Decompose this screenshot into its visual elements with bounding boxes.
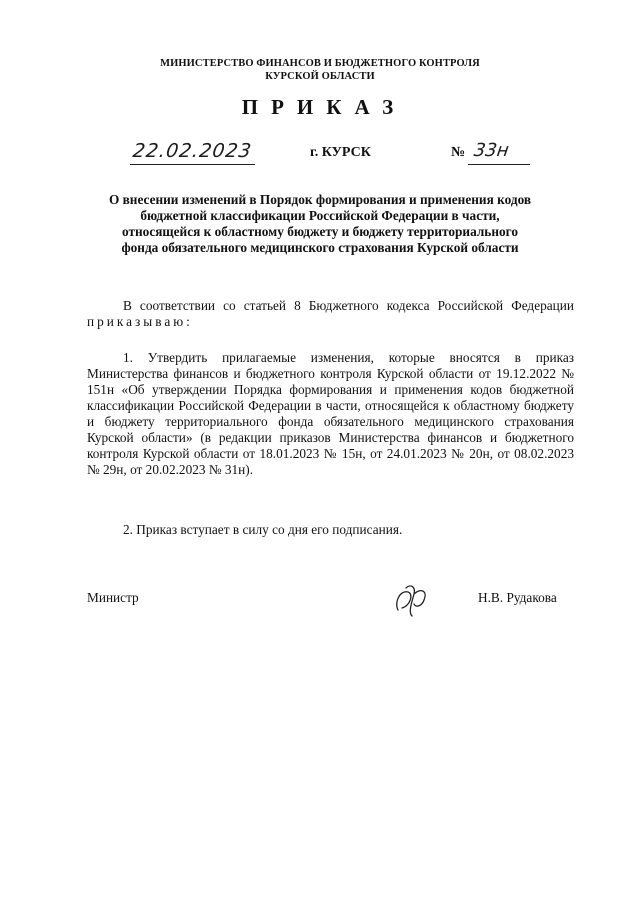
handwritten-order-number: 33н	[472, 140, 511, 161]
order-meta-row	[0, 140, 640, 170]
ministry-name-line2: КУРСКОЙ ОБЛАСТИ	[265, 71, 375, 82]
item-2-paragraph: 2. Приказ вступает в силу со дня его подписания.	[123, 522, 403, 537]
ministry-name-line1: МИНИСТЕРСТВО ФИНАНСОВ И БЮДЖЕТНОГО КОНТРОЛЯ	[160, 58, 480, 69]
subject-line: О внесении изменений в Порядок формирования и применения кодов	[108, 192, 532, 207]
document-type-title: ПРИКАЗ	[241, 95, 407, 119]
signature-block	[0, 590, 640, 630]
handwritten-signature-icon	[390, 580, 432, 618]
number-underline	[468, 164, 530, 165]
ministry-header	[0, 57, 640, 83]
subject-line: относящейся к областному бюджету и бюджету территориального	[122, 224, 518, 239]
order-subject	[70, 192, 570, 256]
handwritten-date: 22.02.2023	[131, 140, 254, 162]
command-word: приказываю:	[87, 314, 193, 329]
signer-name: Н.В. Рудакова	[478, 590, 557, 605]
date-underline	[130, 164, 255, 165]
signer-title: Министр	[87, 590, 139, 605]
item-1-paragraph: 1. Утвердить прилагаемые изменения, которые вносятся в приказ Министерства финансов и бюджетного контроля Курской области от 19.12.2022 № 151н «Об утверждении Порядка формирования и применения кодов бюджетной классификации Российской Федерации в части, относящейся к областному бюджету и бюджету территориального фонда обязательного медицинского страхования Курской области» (в редакции приказов Министерства финансов и бюджетного контроля Курской области от 18.01.2023 № 15н, от 24.01.2023 № 20н, от 08.02.2023 № 29н, от 20.02.2023 № 31н).	[87, 350, 574, 477]
subject-line: фонда обязательного медицинского страхования Курской области	[121, 240, 519, 255]
preamble-paragraph	[87, 298, 574, 330]
preamble-text: В соответствии со статьей 8 Бюджетного кодекса Российской Федерации	[123, 298, 574, 313]
city-label: г. КУРСК	[310, 145, 371, 160]
number-label: №	[451, 145, 466, 160]
subject-line: бюджетной классификации Российской Федерации в части,	[140, 208, 500, 223]
